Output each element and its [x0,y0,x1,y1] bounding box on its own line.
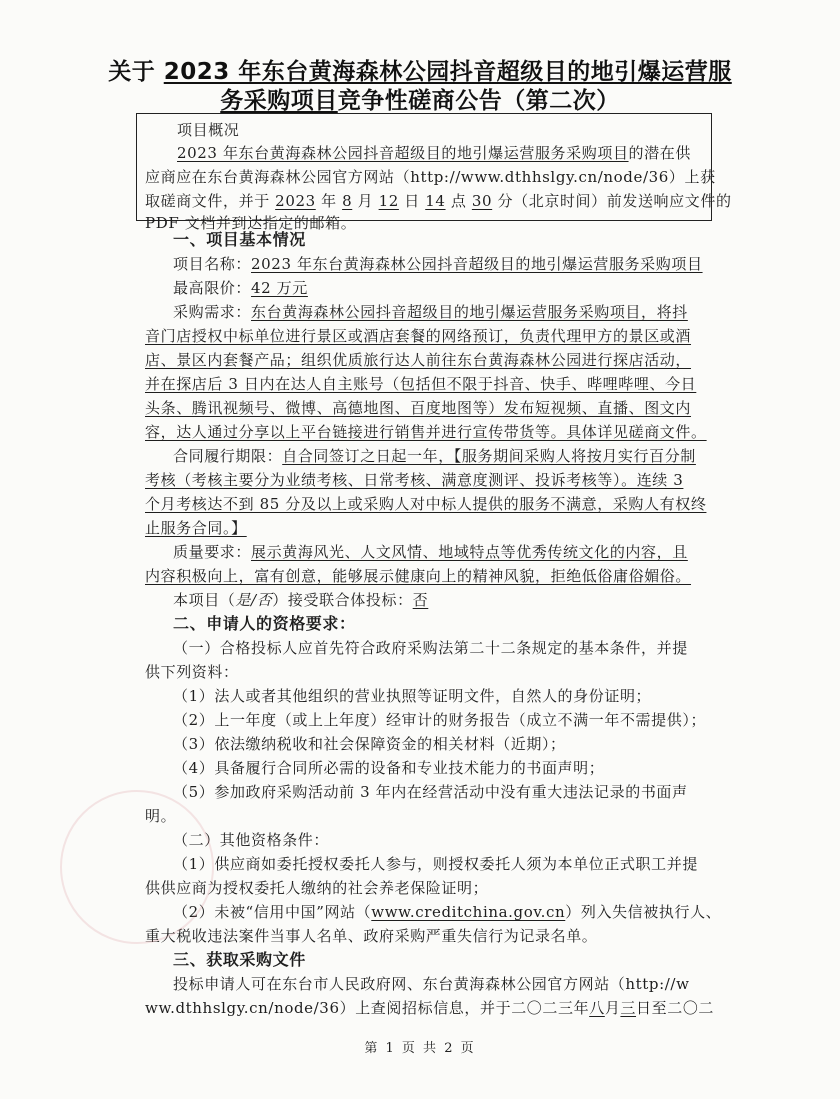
obtain-docs-line-2 [145,998,714,1018]
qualification-item: （1）法人或者其他组织的营业执照等证明文件，自然人的身份证明； [173,687,652,705]
deadline-year: 2023 [275,192,316,210]
title-prefix: 关于 [108,59,164,85]
overview-line-1 [177,143,691,163]
quality-line: 内容积极向上，富有创意，能够展示健康向上的精神风貌，拒绝低俗庸俗媚俗。 [145,567,692,585]
text: 月 [352,192,379,210]
section-1-heading: 一、项目基本情况 [173,230,306,249]
demand-line: 音门店授权中标单位进行景区或酒店套餐的网络预订，负责代理甲方的景区或酒 [145,327,692,345]
overview-line-4: PDF 文档并到达指定的邮箱。 [145,214,357,232]
project-name-value: 2023 年东台黄海森林公园抖音超级目的地引爆运营服务采购项目 [251,255,703,273]
label: 质量要求： [173,543,252,561]
demand-line: 头条、腾讯视频号、微博、高德地图、百度地图等）发布短视频、直播、图文内 [145,399,692,417]
overview-line-3 [145,191,732,211]
text: 日 [398,192,426,210]
quality-row [173,542,688,562]
demand-text: 东台黄海森林公园抖音超级目的地引爆运营服务采购项目，将抖 [251,303,688,321]
qualification-sub-2: （二）其他资格条件： [173,831,330,849]
qualification-item: （4）具备履行合同所必需的设备和专业技术能力的书面声明； [173,759,605,777]
consortium-value: 否 [412,591,429,609]
overview-heading: 项目概况 [177,121,240,139]
deadline-hour: 14 [425,192,446,210]
other-condition-2-cont: 重大税收违法案件当事人名单、政府采购严重失信行为记录名单。 [145,927,598,945]
text: 本项目（ [173,591,236,609]
title-suffix: 竞争性磋商公告（第二次） [337,88,620,114]
text: 年 [315,192,343,210]
quality-text: 展示黄海风光、人文风情、地域特点等优秀传统文化的内容，且 [251,543,688,561]
text: 分（北京时间）前发送响应文件的 [492,192,732,210]
text: ）接受联合体投标： [272,591,413,609]
label: 采购需求： [173,303,252,321]
deadline-day: 12 [378,192,399,210]
text: 取磋商文件，并于 [145,192,276,210]
start-month: 八 [589,999,605,1017]
demand-line: 并在探店后 3 日内在达人自主账号（包括但不限于抖音、快手、哔哩哔哩、今日 [145,375,697,393]
text: ww.dthhslgy.cn/node/36）上查阅招标信息，并于二〇二三年 [145,999,590,1017]
text: 是/否 [235,591,273,609]
contract-line: 止服务合同。】 [145,519,247,537]
max-price-row [173,278,308,298]
other-condition-2 [173,902,721,922]
label: 最高限价： [173,279,252,297]
obtain-docs-line-1: 投标申请人可在东台市人民政府网、东台黄海森林公园官方网站（http://w [173,975,690,993]
label: 项目名称： [173,255,252,273]
title-project-name: 2023 年东台黄海森林公园抖音超级目的地引爆运营服 [163,59,732,85]
document-title-line-2 [100,82,740,115]
text: ）列入失信被执行人、 [565,903,722,921]
consortium-row [173,590,428,610]
other-condition-1: （1）供应商如委托授权委托人参与，则授权委托人须为本单位正式职工并提 [173,855,698,873]
label: 合同履行期限： [173,447,283,465]
other-condition-1-cont: 供供应商为授权委托人缴纳的社会养老保险证明； [145,879,489,897]
demand-line: 店、景区内套餐产品；组织优质旅行达人前往东台黄海森林公园进行探店活动， [145,351,692,369]
overview-text: 的潜在供 [628,144,691,162]
creditchina-link: www.creditchina.gov.cn [371,903,566,921]
text: 月 [604,999,621,1017]
section-3-heading: 三、获取采购文件 [173,950,306,969]
deadline-month: 8 [342,192,353,210]
qualification-sub-1: （一）合格投标人应首先符合政府采购法第二十二条规定的基本条件，并提 [173,639,688,657]
contract-line: 考核（考核主要分为业绩考核、日常考核、满意度测评、投诉考核等）。连续 3 [145,471,684,489]
overview-line-2: 应商应在东台黄海森林公园官方网站（http://www.dthhslgy.cn/node/36）上获 [145,168,716,186]
qualification-item: （5）参加政府采购活动前 3 年内在经营活动中没有重大违法记录的书面声 [173,783,688,801]
page-indicator: 第 1 页 共 2 页 [364,1041,476,1056]
demand-row [173,302,688,322]
qualification-item: （3）依法缴纳税收和社会保障资金的相关材料（近期）； [173,735,566,753]
text: 点 [445,192,472,210]
text: （2）未被“信用中国”网站（ [173,903,372,921]
contract-text: 自合同签订之日起一年，【服务期间采购人将按月实行百分制 [282,447,696,465]
faint-seal-stamp [60,790,214,944]
contract-period-row [173,446,696,466]
qualification-item-cont: 明。 [145,807,177,825]
contract-line: 个月考核达不到 85 分及以上或采购人对中标人提供的服务不满意，采购人有权终 [145,495,707,513]
deadline-minute: 30 [471,192,493,210]
project-name-row [173,254,703,274]
overview-project-name: 2023 年东台黄海森林公园抖音超级目的地引爆运营服务采购项目 [177,144,629,162]
max-price-value: 42 万元 [251,279,308,297]
qualification-item: （2）上一年度（或上上年度）经审计的财务报告（成立不满一年不需提供）； [173,711,707,729]
title-project-name-cont: 务采购项目 [220,88,338,114]
demand-line: 容，达人通过分享以上平台链接进行销售并进行宣传带货等。具体详见磋商文件。 [145,423,707,441]
text: 日至二〇二 [636,999,715,1017]
start-day: 三 [620,999,637,1017]
qualification-sub-1-cont: 供下列资料： [145,663,239,681]
section-2-heading: 二、申请人的资格要求： [173,614,356,633]
